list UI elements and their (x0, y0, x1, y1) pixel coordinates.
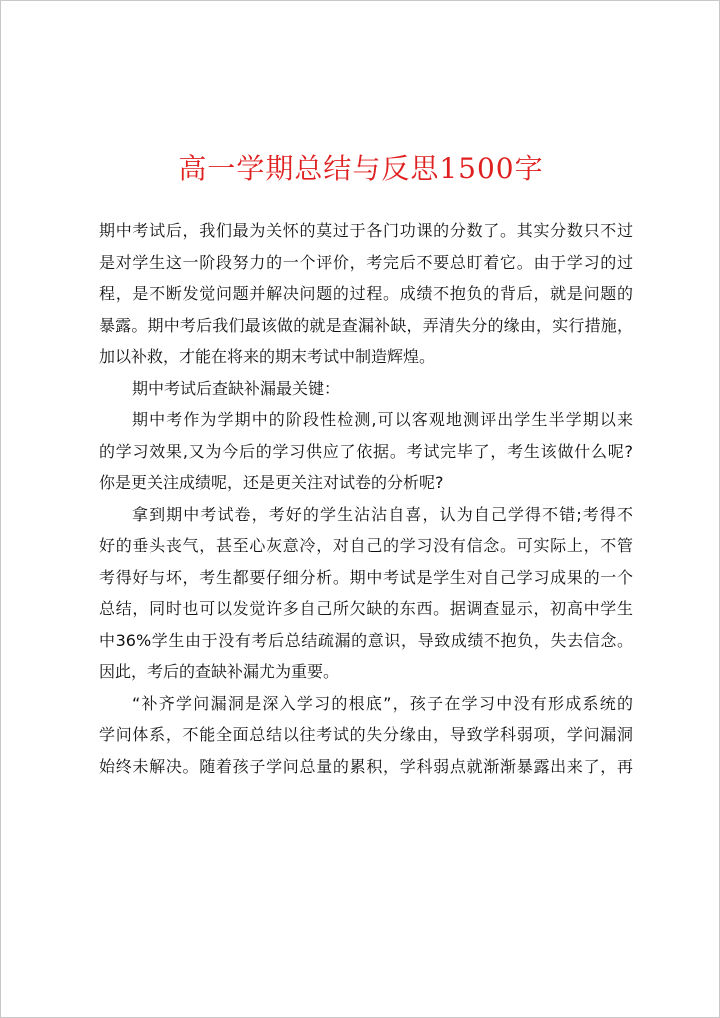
paragraph-4-line-3: 考得好与坏，考生都要仔细分析。期中考试是学生对自己学习成果的一个 (99, 567, 633, 587)
paragraph-1-line-1: 期中考试后，我们最为关怀的莫过于各门功课的分数了。其实分数只不过 (99, 221, 633, 240)
paragraph-4-line-4: 总结，同时也可以发觉许多自己所欠缺的东西。据调查显示，初高中学生 (99, 599, 633, 618)
paragraph-1-line-5: 加以补救，才能在将来的期末考试中制造辉煌。 (99, 347, 436, 366)
paragraph-5-line-2: 学问体系，不能全面总结以往考试的失分缘由，导致学科弱项，学问漏洞 (99, 725, 633, 744)
paragraph-4-line-6: 因此，考后的查缺补漏尤为重要。 (99, 662, 340, 681)
section-heading: 期中考试后查缺补漏最关键： (132, 378, 341, 398)
paragraph-1-line-3: 程，是不断发觉问题并解决问题的过程。成绩不抱负的背后，就是问题的 (99, 284, 633, 303)
paragraph-1-line-4: 暴露。期中考后我们最该做的就是查漏补缺，弄清失分的缘由，实行措施， (99, 315, 633, 335)
document-title: 高一学期总结与反思1500字 (178, 152, 544, 185)
paragraph-5-line-1: “补齐学问漏洞是深入学习的根底”，孩子在学习中没有形成系统的 (132, 693, 633, 713)
paragraph-3-line-2: 的学习效果,又为今后的学习供应了依据。考试完毕了，考生该做什么呢? (99, 441, 633, 461)
paragraph-4-line-2: 好的垂头丧气，甚至心灰意冷，对自己的学习没有信念。可实际上，不管 (99, 536, 633, 555)
paragraph-4-line-5: 中36%学生由于没有考后总结疏漏的意识，导致成绩不抱负，失去信念。 (99, 630, 633, 650)
paragraph-3-line-3: 你是更关注成绩呢，还是更关注对试卷的分析呢? (99, 473, 444, 492)
paragraph-4-line-1: 拿到期中考试卷，考好的学生沾沾自喜，认为自己学得不错;考得不 (132, 504, 633, 524)
document-body (99, 215, 633, 782)
paragraph-5-line-3: 始终未解决。随着孩子学问总量的累积，学科弱点就渐渐暴露出来了，再 (99, 756, 633, 776)
paragraph-3-line-1: 期中考作为学期中的阶段性检测,可以客观地测评出学生半学期以来 (132, 410, 633, 429)
paragraph-1-line-2: 是对学生这一阶段努力的一个评价，考完后不要总盯着它。由于学习的过 (99, 252, 633, 272)
